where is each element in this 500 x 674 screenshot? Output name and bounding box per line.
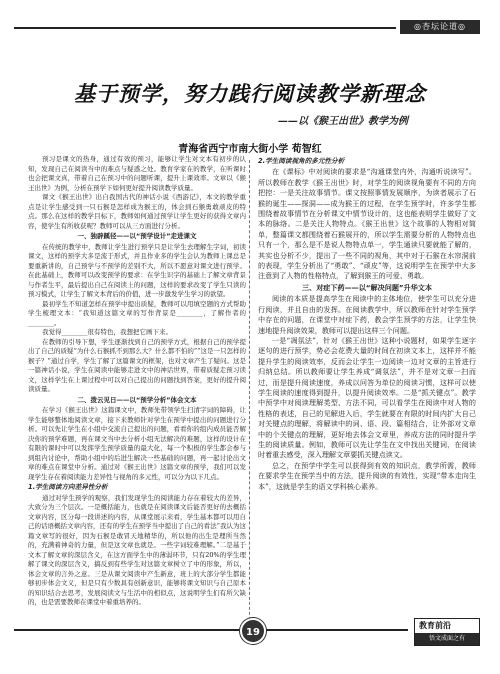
column-divider [249, 160, 250, 630]
body-paragraph: 在教师的引导下想，学生逐渐找到自己的预学方式，根据自己的预学提出了自己的质疑“为什么石猴抓不到那么大？什么都不怕的”“这是一只怎样的猴子？”通过自学，学生了解了这篇课文的框架，也对文章产生了疑问。这是一篇神话小说，学生在阅读中能够走进文中的神话世界，带着质疑走预习读文，这样学生在上课过程中可以对自己提出的问题找到答案，更好的提升阅读质量。 [28, 337, 246, 393]
body-paragraph: 阅读的本质是提高学生在阅读中的主体地位，使学生可以充分进行阅读，并且自由的发挥。在阅读教学中，所以教师在针对学生预学中存在的问题，在课堂中对症下药，教会学生预学的方法，让学生快速地提升阅读效果，教师可以提出这样三个问题。 [258, 294, 476, 335]
page-number: 19 [240, 618, 266, 644]
body-paragraph: 一是“凋氛法”，针对《猴王出世》这种小说题材，如果学生逐字逐句的进行预学，势必会花费大量的时间在初读文本上，这样并不能提升学生的阅读效率，反而会让学生一边阅读一边对文章的主旨进行归纳总结。所以教师要让学生养成“调氛法”，并不是对文章一扫而过，而是提升阅读速度，养成以问答为单位的阅读习惯，这样可以使学生阅读的速度得到提升，以提升阅读效率。二是“抓关键点”。教学中预学中对阅读理解类型、方法不同，可以看学生在阅读中对人物的性格的表述，自己的见解进入后，学生就要在有限的时间内扩大自己对关键点的理解，将解读中的词、语、段、篇相结合，让外部对文章中的个关键点的理解，更好地去体会文章里，养成方法的同时提升学生的阅读质量。例如，教师可以先让学生在文中找出关键词，在阅读时着重去感受，深入理解文章要抓关键点读文。 [258, 335, 476, 460]
article-author: 青海省西宁市南大街小学 荀智红 [178, 144, 322, 155]
right-column [258, 155, 476, 492]
body-paragraph: 在传统的教学中，教师让学生进行预学只是让学生去理解生字词，初读课文，这样的预学大多是流于形式，并且作业多的学生会认为教师上课总是要重新讲的，自己预学与不预学的差别不大，所以不愿意对课文进行预学。在此基础上，教师可以改变预学的要求：在学生识字的基础上了解文章背景与作者生平，最后提出自己在阅读上的问题，这样的要求改变了学生只读的预习模式，让学生了解文本背后的价值，进一步激发学生学习的欲望。 [28, 242, 246, 298]
body-paragraph: 总之，在预学中学生可以获得到有效的知识点，教学所需，教师在要求学生在预学当中的方法，提升阅读的有效性，实现“带本走向生本”，这就是学生的语文学科核心素养。 [258, 460, 476, 491]
journal-tagline: 悟文成面之有 [415, 633, 479, 645]
body-paragraph: 课文《猴王出世》出自我国古代的神话小说《西游记》，本文的教学重点是让学生感受到一只石猴是怎样成为猴王的，体会到石猴勇敢顽皮的特点。那么在这样的教学目标下，教师如何通过预学让学生更好的获得文章内容，使学生有所收获呢？教师可以从三方面进行分析。 [28, 193, 246, 230]
section-heading: 一、独辟蹊径——以“预学设计”走进课文 [77, 232, 197, 240]
footer-rule [14, 629, 408, 631]
article-subtitle: ——以《猴王出世》教学为例 [278, 116, 408, 127]
section-heading: 三、对症下药——以“解决问题”升华文本 [302, 282, 432, 292]
section-heading: 二、拨云见日——以“预学分析”体会文本 [77, 395, 197, 404]
left-column [28, 155, 246, 608]
body-paragraph: 最初学生不知道怎样在预学中提出质疑，教师可以用填空题的方式帮助学生梳理文本：“我知道这篇文章的写作背景是________，了解作者的________。 [28, 299, 246, 327]
article-title: 基于预学，努力践行阅读教学新理念 [74, 82, 426, 106]
body-paragraph: 通过对学生预学的观察，我们发现学生的阅读能力存在着较大的差异，大致分为三个层次。一是概括能力，也就是在阅读课文后能否更好的去概括文章内容，区分每一段讲述的内容，从课堂展示来看，学生基本都可以用自己的话语概括文章内容，还有的学生在预学当中提出了自己的看法“我认为这篇文章写的很好，因为石猴是敢冒天地精华的，所以他的出生是理所当然的，充满着神奇的力量，但是这文章也就是。一些字词较难理解。”二是基于文本了解文章的深层含义，在这方面学生中的薄弱环节，只有20%的学生理解了课文的深层含义，搞反到有些学生对这篇文章树立了中的形象，所以，体会文章的言外之意。三是从课文阅读中产生新意，班上的大部分学生都能够初步体会文义，但是只有少数具有创新意识，能够将课文知识与自己原本的知识结合去思考，发展阅读文与生活中的相似点，这说明学生们有所欠缺的，也是需要教师在课堂中着重培养的。 [28, 493, 246, 606]
body-paragraph: 在《课标》中对阅读的要求是“沟通课堂内外，沟通听说读写”。所以教师在教学《猴王出世》时，对学生的阅读视角要有不同的方向把控：一是关注故事情节。课文按照事情发展顺序，为读者展示了石猴的诞生——探洞——成为猴王的过程，在学生预学时，许多学生都围绕着故事情节在分析课文中情节设计的，这也能表明学生做好了文本的脉络。二是关注人物特点。《猴王出世》这个故事的人物相对简单，整篇课文都围绕着石猴展开的，所以学生需要分析的人物特点也只有一个，那么是不是说人物特点单一，学生通读只要就能了解的，其实也分析不少，提出了一些不同的视角，其中对于石猴在水帘洞前的表现，学生分析出了“勇敢”、“顽皮”等，这说明学生在预学中大多注意到了人物的性格特点，了解到猴王的可爱、勇敢。 [258, 167, 476, 281]
subsection-heading: 2.学生阅读视角的多元性分析 [258, 157, 345, 165]
journal-name: 教育前沿 [419, 621, 451, 630]
journal-badge [414, 618, 480, 646]
body-paragraph: 预习是课文的热身，通过有效的预习，能够让学生对文本有初步的认知，发现自己在阅读当中的难点与疑惑之处。教育学家在的教学，在听课时也会把课文真，带着自己在预习中的问题听课，提升上课效率。文章以《猴王出世》为例，分析在预学下如何更好提升阅读教学质量。 [28, 155, 246, 192]
page-footer [14, 618, 480, 648]
body-paragraph: 我觉得________很有特色，我想把它画下来。 [42, 328, 172, 336]
header-rule [14, 27, 396, 29]
section-tag: ◎杏坛论道◎ [400, 20, 480, 34]
body-paragraph: 在学习《猴王出世》这篇课文中，教师先带领学生扫清字词的障碍，让学生能够整体地阅读文章，接下来教师针对学生在预学中提出的问题进行分析。可以先让学生在小组中交流自己提出的问题，看看你的组内成员能否解决你的预学难题，再在课文当中去分析小组无法解决的难题，这样的设计在有限的课时中可以发挥学生预学质量的最大化，每一个积极的学生都会参与到组内讨论中，帮助小组中的后进生解决一些基础的问题，再一起讨论出文章的难点在课堂中分析。通过对《猴王出世》这篇文章的预学，我们可以发现学生存在着阅读能力差异性与视角的多元性，可以分为以下几点。 [28, 406, 246, 481]
page-header [14, 20, 480, 34]
subsection-heading: 1.学生阅读方向差异性分析 [28, 483, 108, 491]
